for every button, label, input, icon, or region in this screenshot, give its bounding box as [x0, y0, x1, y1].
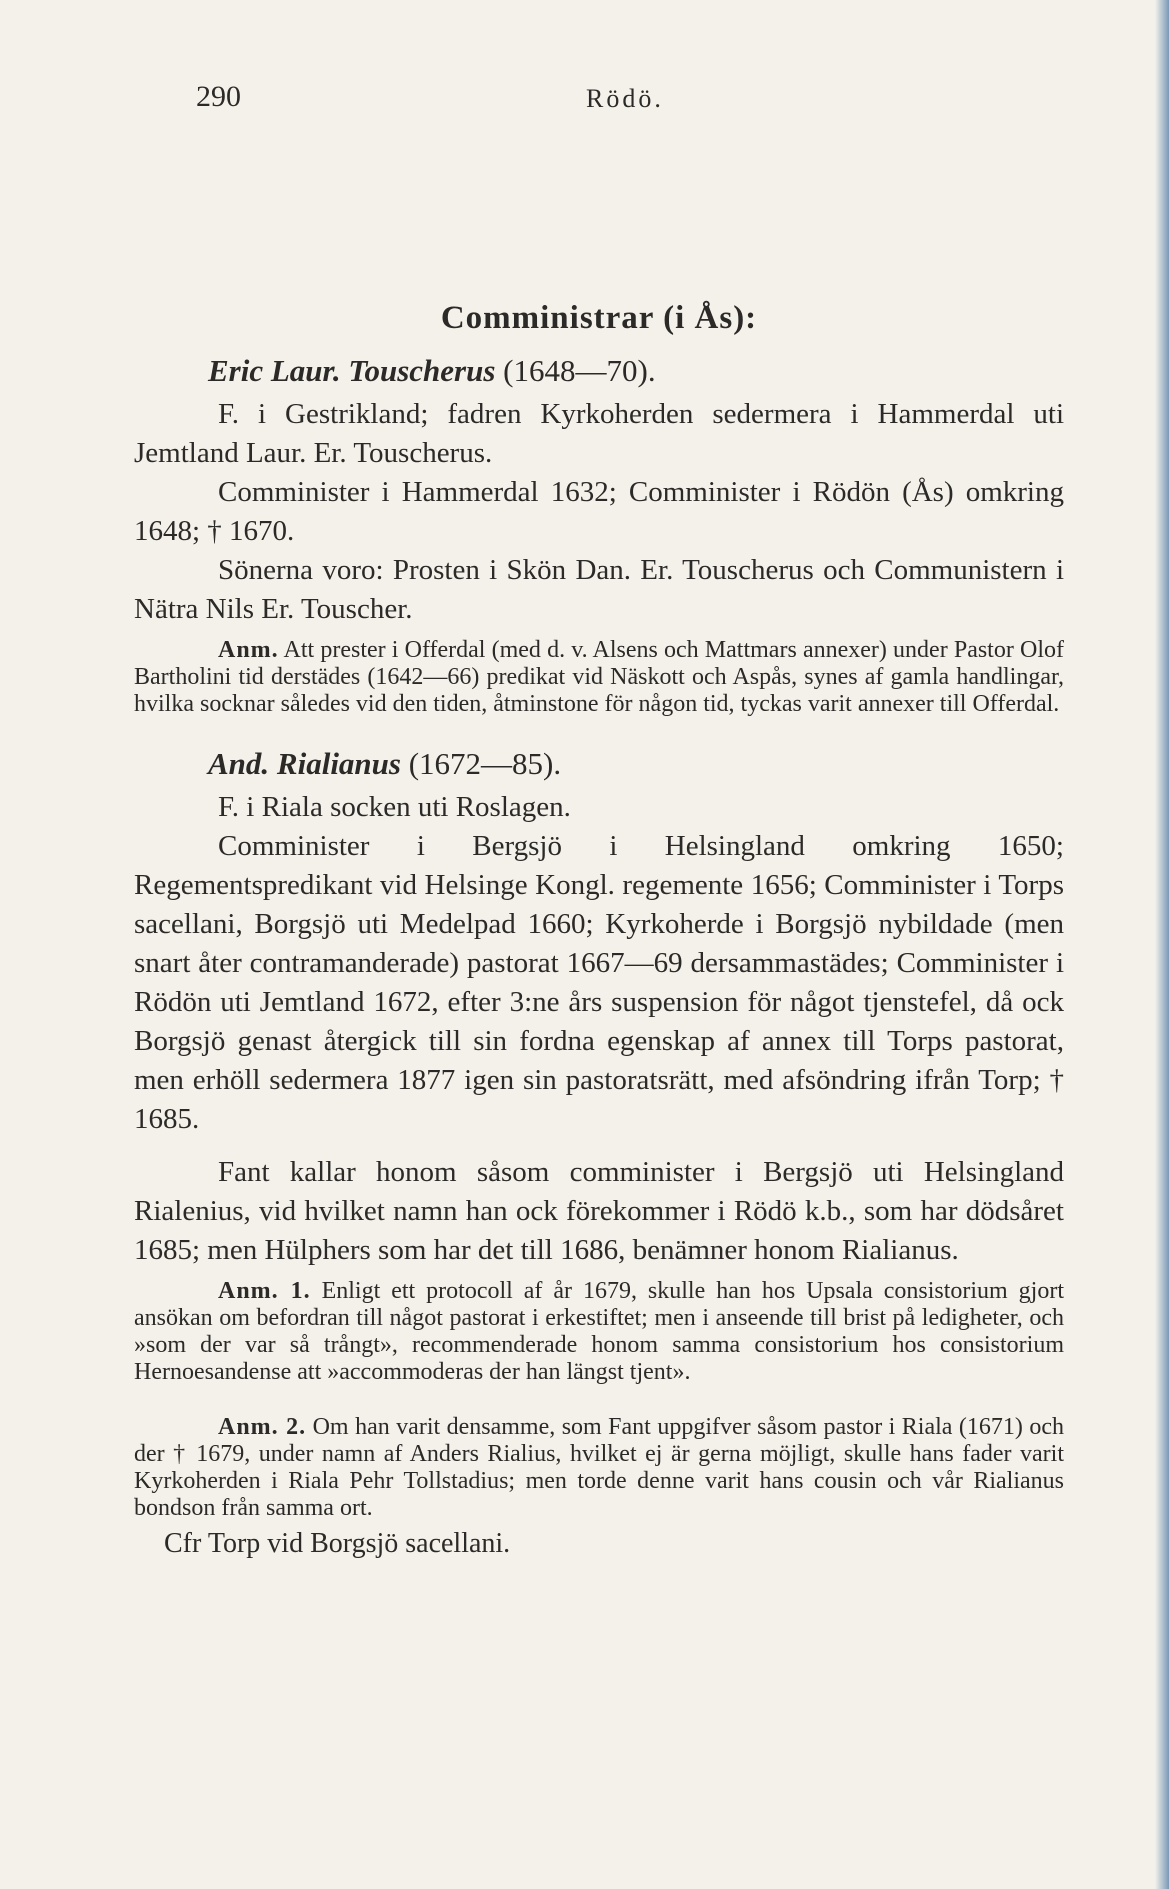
entry-name: And. Rialianus	[208, 746, 401, 781]
entry-years: (1648—70).	[495, 353, 656, 388]
note-text: Enligt ett protocoll af år 1679, skulle han hos Upsala consistorium gjort ansökan om befordran till något pastorat i erkestiftet; men i anseende till brist på ledigheter, och »som der var så trångt», recommenderade honom samma consistorium hos consistorium Hernoesandense att »accommoderas der han längst tjent».	[134, 1278, 1065, 1385]
entry-years: (1672—85).	[400, 746, 562, 781]
paragraph: F. i Riala socken uti Roslagen.	[218, 791, 571, 823]
paragraph: Sönerna voro: Prosten i Skön Dan. Er. Touscherus och Communistern i Nätra Nils Er. Touscher.	[134, 554, 1064, 625]
note-label: Anm.	[218, 637, 279, 663]
note-text: Att prester i Offerdal (med d. v. Alsens och Mattmars annexer) under Pastor Olof Bartholini tid derstädes (1642—66) predikat vid Näskott och Aspås, synes af gamla handlingar, hvilka socknar således vid den tiden, åtminstone för någon tid, tyckas varit annexer till Offerdal.	[134, 637, 1064, 717]
paragraph: Comminister i Hammerdal 1632; Comminister i Rödön (Ås) omkring 1648; † 1670.	[134, 476, 1064, 547]
paragraph: Comminister i Bergsjö i Helsingland omkring 1650; Regementspredikant vid Helsinge Kongl. regemente 1656; Comminister i Torps sacellani, Borgsjö uti Medelpad 1660; Kyrkoherde i Borgsjö nybildade (men snart åter contramanderade) pastorat 1667—69 dersammastädes; Comminister i Rödön uti Jemtland 1672, efter 3:ne års suspension för något tjenstefel, då ock Borgsjö genast återgick till sin fordna egenskap af annex till Torps pastorat, men erhöll sedermera 1877 igen sin pastoratsrätt, med afsöndring ifrån Torp; † 1685.	[134, 830, 1064, 1135]
entry-touscherus	[134, 353, 1064, 718]
note-label: Anm. 2.	[218, 1414, 307, 1440]
note-label: Anm. 1.	[218, 1278, 311, 1304]
spacer	[134, 1139, 1064, 1153]
paragraph: Fant kallar honom såsom comminister i Bergsjö uti Helsingland Rialenius, vid hvilket namn han ock förekommer i Rödö k.b., som har dödsåret 1685; men Hülphers som har det till 1686, benämner honom Rialianus.	[134, 1156, 1064, 1266]
entry-name: Eric Laur. Touscherus	[208, 353, 496, 388]
cross-reference: Cfr Torp vid Borgsjö sacellani.	[164, 1528, 511, 1559]
paragraph: F. i Gestrikland; fadren Kyrkoherden sedermera i Hammerdal uti Jemtland Laur. Er. Touscherus.	[134, 398, 1064, 469]
note	[134, 637, 1064, 718]
page-number: 290	[196, 80, 241, 113]
note-text: Om han varit densamme, som Fant uppgifver såsom pastor i Riala (1671) och der † 1679, under namn af Anders Rialius, hvilket ej är gerna möjligt, skulle hans fader varit Kyrkoherden i Riala Pehr Tollstadius; men torde denne varit hans cousin och vår Rialianus bondson från samma ort.	[134, 1414, 1064, 1521]
page-edge	[1155, 0, 1169, 1889]
page-content	[134, 300, 1064, 1560]
running-title: Rödö.	[586, 84, 664, 113]
entry-rialianus	[134, 746, 1064, 1560]
entry-heading	[208, 353, 1064, 389]
running-head	[196, 80, 986, 120]
note	[134, 1414, 1064, 1522]
note	[134, 1278, 1064, 1386]
section-heading: Comministrar (i Ås):	[440, 300, 758, 336]
entry-heading	[208, 746, 1064, 782]
